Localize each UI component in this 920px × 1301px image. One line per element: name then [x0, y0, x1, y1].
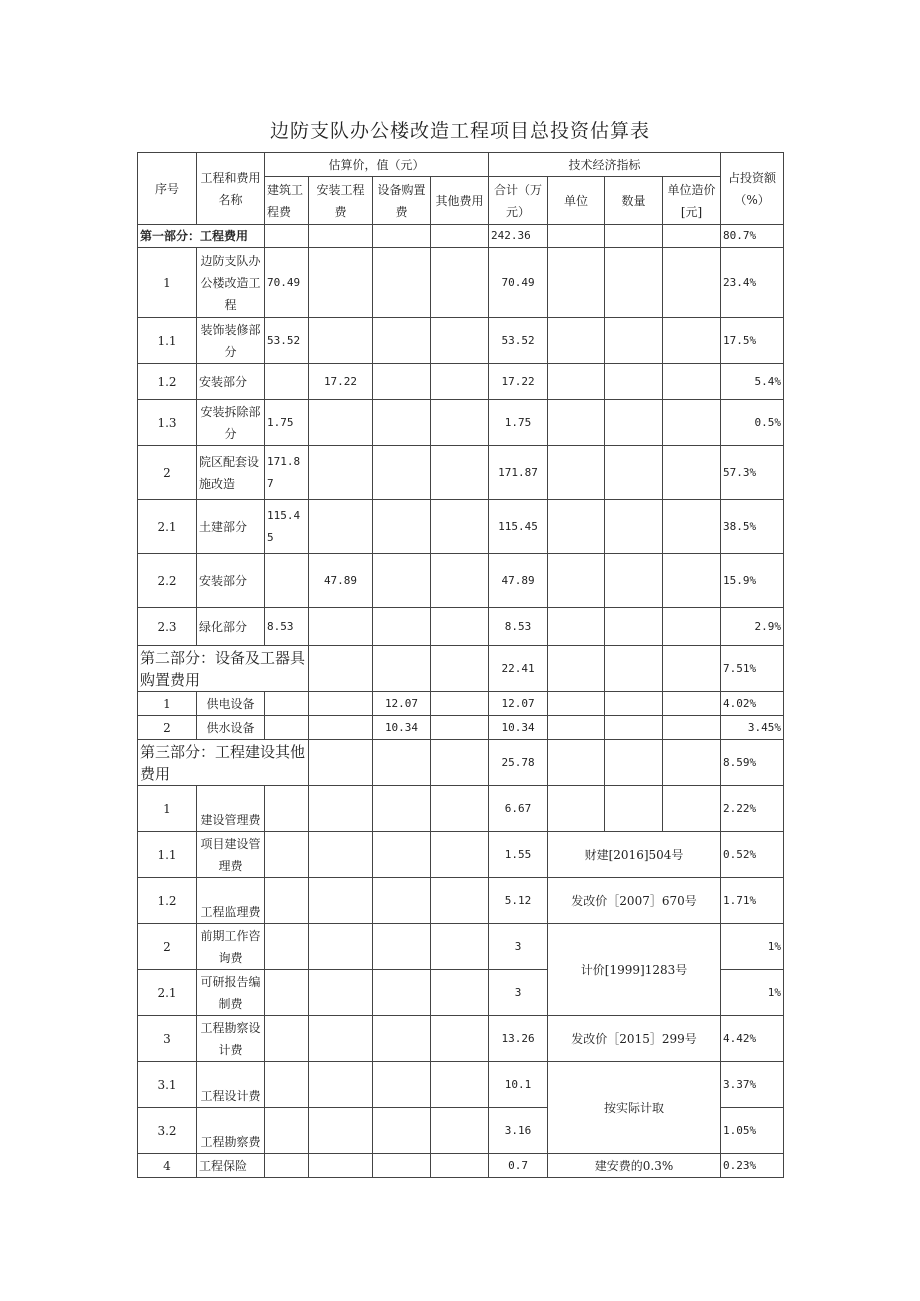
- table-row: [138, 500, 784, 554]
- row-ratio: 0.52%: [721, 832, 784, 878]
- row-seq: 3: [138, 1016, 197, 1062]
- row-name: 安装拆除部分: [197, 400, 265, 446]
- section-row-part1: [138, 225, 784, 248]
- row-name: 可研报告编制费: [197, 970, 265, 1016]
- row-total: 3: [489, 970, 548, 1016]
- header-building: 建筑工程费: [265, 177, 309, 225]
- page-title: 边防支队办公楼改造工程项目总投资估算表: [269, 120, 650, 142]
- header-other: 其他费用: [431, 177, 489, 225]
- row-seq: 3.2: [138, 1108, 197, 1154]
- investment-estimate-table: [137, 152, 784, 1178]
- row-seq: 2.1: [138, 970, 197, 1016]
- header-tech-group: 技术经济指标: [489, 153, 721, 177]
- row-ratio: 1%: [721, 970, 784, 1016]
- table-row: [138, 786, 784, 832]
- table-row: [138, 832, 784, 878]
- row-name: 供电设备: [197, 692, 265, 716]
- merged-basis-design: 按实际计取: [548, 1062, 721, 1154]
- table-row: [138, 400, 784, 446]
- row-seq: 1.2: [138, 364, 197, 400]
- table-row: [138, 248, 784, 318]
- row-ratio: 2.22%: [721, 786, 784, 832]
- header-estimate-group: 估算价，值（元）: [265, 153, 489, 177]
- row-name: 绿化部分: [197, 608, 265, 646]
- header-unit: 单位: [548, 177, 605, 225]
- row-seq: 2.3: [138, 608, 197, 646]
- table-row: [138, 716, 784, 740]
- row-total: 3.16: [489, 1108, 548, 1154]
- row-name: 项目建设管理费: [197, 832, 265, 878]
- header-name: 工程和费用名称: [197, 153, 265, 225]
- row-name: 工程监理费: [197, 878, 265, 924]
- row-name: 安装部分: [197, 554, 265, 608]
- row-ratio: 4.42%: [721, 1016, 784, 1062]
- row-ratio: 3.37%: [721, 1062, 784, 1108]
- row-name: 建设管理费: [197, 786, 265, 832]
- row-ratio: 5.4%: [721, 364, 784, 400]
- row-ratio: 0.5%: [721, 400, 784, 446]
- row-basis: 发改价［2015］299号: [548, 1016, 721, 1062]
- row-name: 工程保险: [197, 1154, 265, 1178]
- row-total: 17.22: [489, 364, 548, 400]
- row-seq: 3.1: [138, 1062, 197, 1108]
- row-name: 前期工作咨询费: [197, 924, 265, 970]
- table-row: [138, 878, 784, 924]
- row-seq: 2.1: [138, 500, 197, 554]
- row-total: 10.1: [489, 1062, 548, 1108]
- row-total: 0.7: [489, 1154, 548, 1178]
- merged-basis-consult: 计价[1999]1283号: [548, 924, 721, 1016]
- row-total: 5.12: [489, 878, 548, 924]
- table-row: [138, 446, 784, 500]
- row-ratio: 3.45%: [721, 716, 784, 740]
- table-row: [138, 608, 784, 646]
- row-seq: 1.3: [138, 400, 197, 446]
- row-ratio: 2.9%: [721, 608, 784, 646]
- row-ratio: 15.9%: [721, 554, 784, 608]
- row-building: 70.49: [265, 248, 309, 318]
- header-row-1: [138, 153, 784, 177]
- row-total: 1.75: [489, 400, 548, 446]
- section-ratio: 80.7%: [721, 225, 784, 248]
- row-seq: 2.2: [138, 554, 197, 608]
- row-basis: 发改价［2007］670号: [548, 878, 721, 924]
- row-building: 1.75: [265, 400, 309, 446]
- row-ratio: 1%: [721, 924, 784, 970]
- section-ratio: 8.59%: [721, 740, 784, 786]
- row-seq: 1: [138, 692, 197, 716]
- row-equipment: 10.34: [373, 716, 431, 740]
- section-total: 25.78: [489, 740, 548, 786]
- row-seq: 1: [138, 786, 197, 832]
- row-building: 53.52: [265, 318, 309, 364]
- row-name: 院区配套设施改造: [197, 446, 265, 500]
- row-total: 10.34: [489, 716, 548, 740]
- row-total: 53.52: [489, 318, 548, 364]
- section-label: 第一部分：工程费用: [138, 225, 265, 248]
- row-seq: 2: [138, 716, 197, 740]
- section-row-part3: [138, 740, 784, 786]
- row-seq: 2: [138, 924, 197, 970]
- row-ratio: 4.02%: [721, 692, 784, 716]
- table-row: [138, 1154, 784, 1178]
- row-ratio: 0.23%: [721, 1154, 784, 1178]
- header-equipment: 设备购置费: [373, 177, 431, 225]
- row-total: 1.55: [489, 832, 548, 878]
- row-total: 13.26: [489, 1016, 548, 1062]
- row-seq: 1: [138, 248, 197, 318]
- row-seq: 2: [138, 446, 197, 500]
- header-unit-cost: 单位造价[元]: [663, 177, 721, 225]
- row-building: 171.87: [265, 446, 309, 500]
- row-name: 装饰装修部分: [197, 318, 265, 364]
- section-label: 第二部分：设备及工器具购置费用: [138, 646, 309, 692]
- row-name: 工程勘察费: [197, 1108, 265, 1154]
- row-seq: 1.1: [138, 832, 197, 878]
- row-install: 17.22: [309, 364, 373, 400]
- row-name: 安装部分: [197, 364, 265, 400]
- row-name: 供水设备: [197, 716, 265, 740]
- row-name: 工程勘察设计费: [197, 1016, 265, 1062]
- row-building: 8.53: [265, 608, 309, 646]
- table-row: [138, 364, 784, 400]
- section-total: 242.36: [489, 225, 548, 248]
- row-total: 47.89: [489, 554, 548, 608]
- table-row: [138, 1062, 784, 1108]
- row-ratio: 38.5%: [721, 500, 784, 554]
- row-install: 47.89: [309, 554, 373, 608]
- header-ratio: 占投资额（%）: [721, 153, 784, 225]
- row-basis: 建安费的0.3%: [548, 1154, 721, 1178]
- row-total: 8.53: [489, 608, 548, 646]
- section-row-part2: [138, 646, 784, 692]
- row-total: 115.45: [489, 500, 548, 554]
- header-total: 合计（万元）: [489, 177, 548, 225]
- header-seq: 序号: [138, 153, 197, 225]
- table-row: [138, 1016, 784, 1062]
- table-row: [138, 318, 784, 364]
- row-name: 边防支队办公楼改造工程: [197, 248, 265, 318]
- row-seq: 4: [138, 1154, 197, 1178]
- row-total: 12.07: [489, 692, 548, 716]
- row-ratio: 1.71%: [721, 878, 784, 924]
- row-total: 6.67: [489, 786, 548, 832]
- section-label: 第三部分：工程建设其他费用: [138, 740, 309, 786]
- row-seq: 1.1: [138, 318, 197, 364]
- section-total: 22.41: [489, 646, 548, 692]
- table-row: [138, 554, 784, 608]
- row-total: 70.49: [489, 248, 548, 318]
- row-ratio: 57.3%: [721, 446, 784, 500]
- row-basis: 财建[2016]504号: [548, 832, 721, 878]
- row-building: 115.45: [265, 500, 309, 554]
- row-seq: 1.2: [138, 878, 197, 924]
- row-ratio: 17.5%: [721, 318, 784, 364]
- row-total: 3: [489, 924, 548, 970]
- row-name: 工程设计费: [197, 1062, 265, 1108]
- row-ratio: 1.05%: [721, 1108, 784, 1154]
- row-ratio: 23.4%: [721, 248, 784, 318]
- section-ratio: 7.51%: [721, 646, 784, 692]
- header-install: 安装工程费: [309, 177, 373, 225]
- table-row: [138, 924, 784, 970]
- table-row: [138, 692, 784, 716]
- row-equipment: 12.07: [373, 692, 431, 716]
- row-total: 171.87: [489, 446, 548, 500]
- header-qty: 数量: [605, 177, 663, 225]
- row-name: 土建部分: [197, 500, 265, 554]
